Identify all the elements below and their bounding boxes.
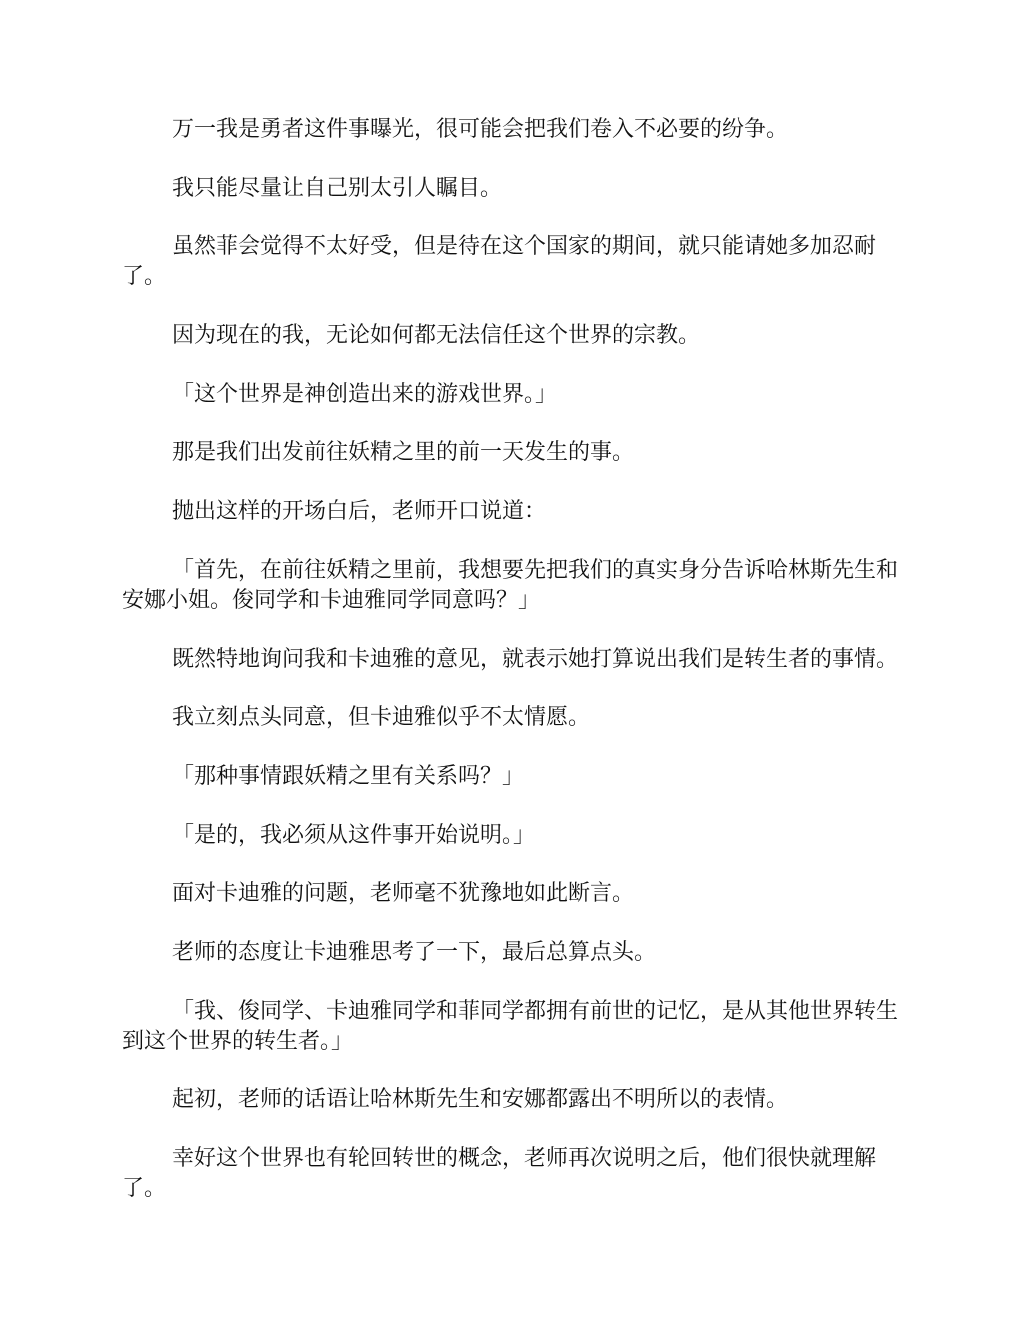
paragraph: 我只能尽量让自己别太引人瞩目。: [172, 175, 503, 201]
paragraph: 虽然菲会觉得不太好受，但是待在这个国家的期间，就只能请她多加忍耐了。: [122, 234, 877, 290]
paragraph: 「这个世界是神创造出来的游戏世界。」: [172, 381, 558, 407]
paragraph: 抛出这样的开场白后，老师开口说道：: [172, 499, 547, 525]
paragraph: 「是的，我必须从这件事开始说明。」: [172, 822, 536, 848]
paragraph: 「我、俊同学、卡迪雅同学和菲同学都拥有前世的记忆，是从其他世界转生到这个世界的转生者。」: [122, 998, 899, 1054]
paragraph: 幸好这个世界也有轮回转世的概念，老师再次说明之后，他们很快就理解了。: [122, 1146, 877, 1201]
paragraph: 「首先，在前往妖精之里前，我想要先把我们的真实身分告诉哈林斯先生和安娜小姐。俊同学和卡迪雅同学同意吗？」: [122, 557, 899, 613]
paragraph: 那是我们出发前往妖精之里的前一天发生的事。: [172, 440, 635, 466]
paragraph: 既然特地询问我和卡迪雅的意见，就表示她打算说出我们是转生者的事情。: [172, 646, 899, 672]
paragraph: 面对卡迪雅的问题，老师毫不犹豫地如此断言。: [172, 881, 635, 907]
paragraph: 万一我是勇者这件事曝光，很可能会把我们卷入不必要的纷争。: [172, 117, 789, 142]
paragraph: 起初，老师的话语让哈林斯先生和安娜都露出不明所以的表情。: [172, 1087, 789, 1113]
text-column: [122, 115, 898, 1233]
paragraph: 老师的态度让卡迪雅思考了一下，最后总算点头。: [172, 939, 657, 965]
paragraph: 因为现在的我，无论如何都无法信任这个世界的宗教。: [172, 323, 701, 349]
paragraph: 我立刻点头同意，但卡迪雅似乎不太情愿。: [172, 705, 591, 731]
paragraph: 「那种事情跟妖精之里有关系吗？」: [172, 763, 525, 789]
